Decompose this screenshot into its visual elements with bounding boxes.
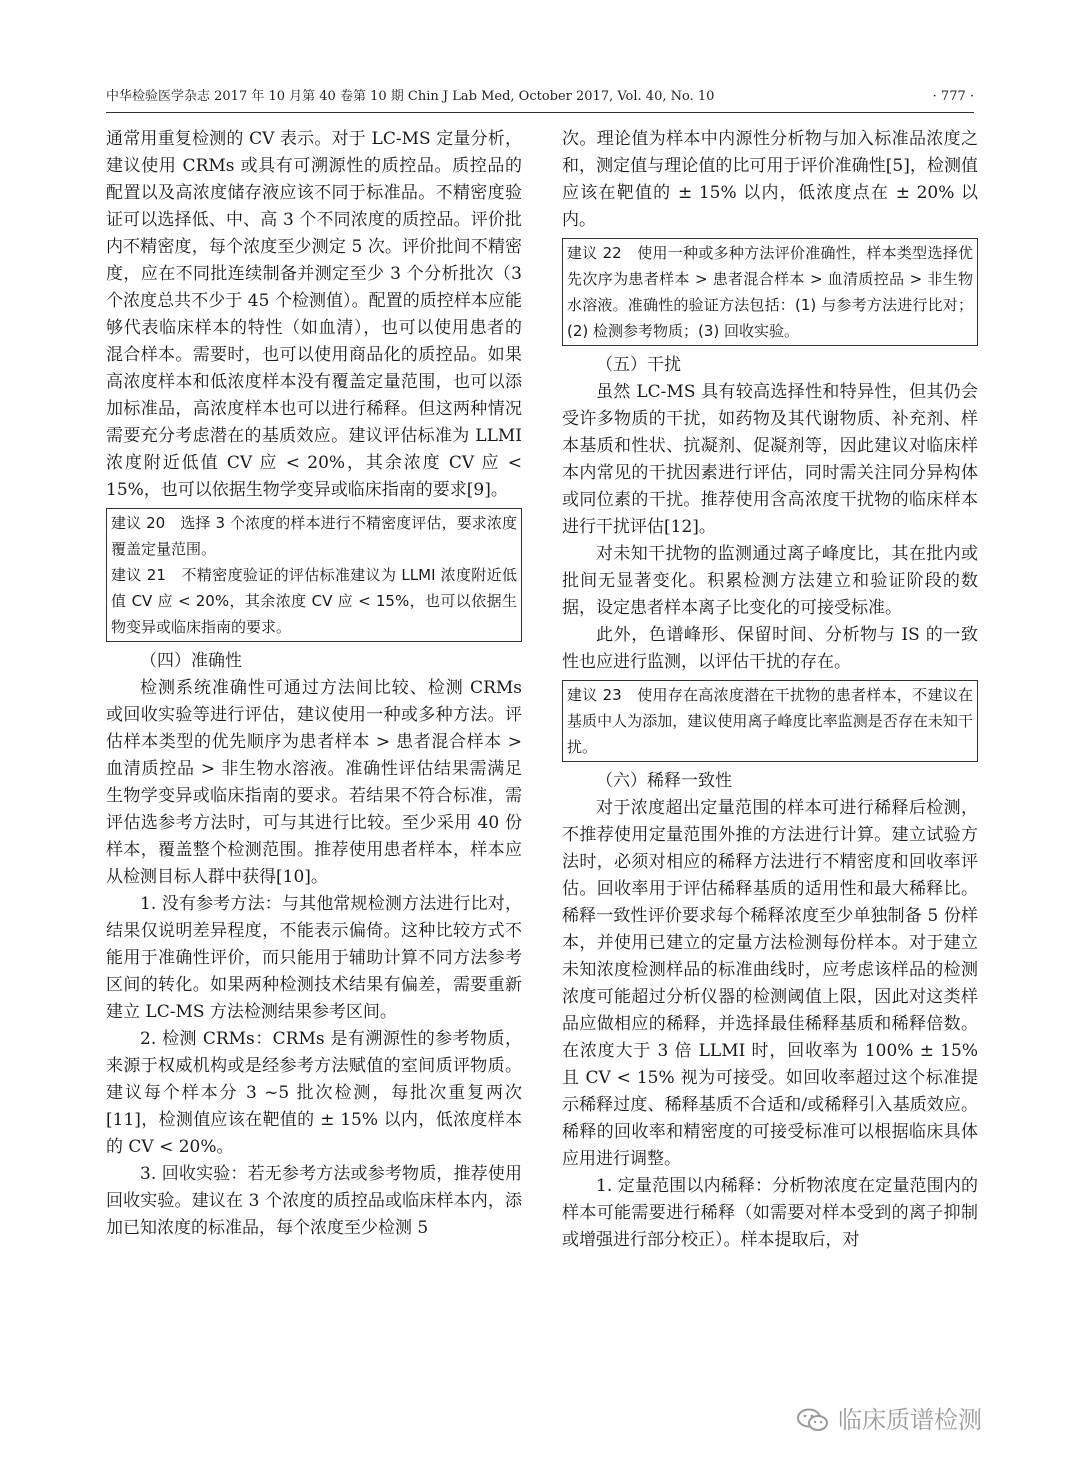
running-header bbox=[106, 84, 974, 110]
paragraph-peak-shape: 此外，色谱峰形、保留时间、分析物与 IS 的一致性也应进行监测，以评估干扰的存在。 bbox=[562, 625, 978, 672]
left-column bbox=[106, 126, 522, 1242]
recommendation-20: 建议 20 选择 3 个浓度的样本进行不精密度评估，要求浓度覆盖定量范围。 bbox=[111, 514, 517, 558]
paragraph-recovery-cont: 次。理论值为样本中内源性分析物与加入标准品浓度之和，测定值与理论值的比可用于评价准确性[5]，检测值应该在靶值的 ± 15% 以内，低浓度点在 ± 20% 以内。 bbox=[562, 129, 978, 230]
recommendation-box-23 bbox=[562, 680, 978, 762]
header-rule bbox=[106, 112, 974, 113]
paragraph-ion-ratio: 对未知干扰物的监测通过离子峰度比，其在批内或批间无显著变化。积累检测方法建立和验证阶段的数据，设定患者样本离子比变化的可接受标准。 bbox=[562, 544, 978, 618]
paragraph-accuracy: 检测系统准确性可通过方法间比较、检测 CRMs 或回收实验等进行评估，建议使用一种或多种方法。评估样本类型的优先顺序为患者样本 > 患者混合样本 > 血清质控品 > 非生物水溶液。准确性评估结果需满足生物学变异或临床指南的要求。若结果不符合标准，需评估选参考方法时，可与其进行比较。至少采用 40 份样本，覆盖整个检测范围。推荐使用患者样本，样本应从检测目标人群中获得[10]。 bbox=[106, 678, 522, 887]
recommendation-box-20-21 bbox=[106, 508, 522, 642]
page-number: · 777 · bbox=[932, 89, 974, 104]
paragraph-interference: 虽然 LC-MS 具有较高选择性和特异性，但其仍会受许多物质的干扰，如药物及其代谢物质、补充剂、样本基质和性状、抗凝剂、促凝剂等，因此建议对临床样本内常见的干扰因素进行评估，同时需关注同分异构体或同位素的干扰。推荐使用含高浓度干扰物的临床样本进行干扰评估[12]。 bbox=[562, 382, 978, 537]
paragraph-precision: 通常用重复检测的 CV 表示。对于 LC-MS 定量分析，建议使用 CRMs 或具有可溯源性的质控品。质控品的配置以及高浓度储存液应该不同于标准品。不精密度验证可以选择低、中、高 3 个不同浓度的质控品。评价批内不精密度，每个浓度至少测定 5 次。评价批间不精密度，应在不同批连续制备并测定至少 3 个分析批次（3 个浓度总共不少于 45 个检测值）。配置的质控样本应能够代表临床样本的特性（如血清），也可以使用患者的混合样本。需要时，也可以使用商品化的质控品。如果高浓度样本和低浓度样本没有覆盖定量范围，也可以添加标准品，高浓度样本也可以进行稀释。但这两种情况需要充分考虑潜在的基质效应。建议评估标准为 LLMI 浓度附近低值 CV 应 < 20%，其余浓度 CV 应 < 15%，也可以依据生物学变异或临床指南的要求[9]。 bbox=[106, 129, 522, 500]
right-column bbox=[562, 126, 978, 1254]
section-heading-interference: （五）干扰 bbox=[596, 355, 681, 375]
section-heading-accuracy: （四）准确性 bbox=[140, 651, 242, 671]
paragraph-recovery: 3. 回收实验：若无参考方法或参考物质，推荐使用回收实验。建议在 3 个浓度的质控品或临床样本内，添加已知浓度的标准品，每个浓度至少检测 5 bbox=[106, 1164, 522, 1238]
watermark-text: 临床质谱检测 bbox=[838, 1406, 982, 1434]
recommendation-22: 建议 22 使用一种或多种方法评价准确性，样本类型选择优先次序为患者样本 > 患者混合样本 > 血清质控品 > 非生物水溶液。准确性的验证方法包括：(1) 与参考方法进行比对；(2) 检测参考物质；(3) 回收实验。 bbox=[567, 244, 973, 340]
recommendation-box-22 bbox=[562, 238, 978, 346]
recommendation-23: 建议 23 使用存在高浓度潜在干扰物的患者样本，不建议在基质中人为添加，建议使用离子峰度比率监测是否存在未知干扰。 bbox=[567, 686, 973, 756]
paragraph-dilution: 对于浓度超出定量范围的样本可进行稀释后检测，不推荐使用定量范围外推的方法进行计算。建立试验方法时，必须对相应的稀释方法进行不精密度和回收率评估。回收率用于评估稀释基质的适用性和最大稀释比。稀释一致性评价要求每个稀释浓度至少单独制备 5 份样本，并使用已建立的定量方法检测每份样本。对于建立未知浓度检测样品的标准曲线时，应考虑该样品的检测浓度可能超过分析仪器的检测阈值上限，因此对这类样品应做相应的稀释，并选择最佳稀释基质和稀释倍数。在浓度大于 3 倍 LLMI 时，回收率为 100% ± 15% 且 CV < 15% 视为可接受。如回收率超过这个标准提示稀释过度、稀释基质不合适和/或稀释引入基质效应。稀释的回收率和精密度的可接受标准可以根据临床具体应用进行调整。 bbox=[562, 798, 978, 1169]
journal-citation: 中华检验医学杂志 2017 年 10 月第 40 卷第 10 期 Chin J Lab Med, October 2017, Vol. 40, No. 10 bbox=[106, 89, 715, 104]
paragraph-in-range-dilution: 1. 定量范围以内稀释：分析物浓度在定量范围内的样本可能需要进行稀释（如需要对样本受到的离子抑制或增强进行部分校正）。样本提取后，对 bbox=[562, 1176, 978, 1250]
wechat-watermark bbox=[796, 1400, 1046, 1440]
paragraph-no-reference-method: 1. 没有参考方法：与其他常规检测方法进行比对，结果仅说明差异程度，不能表示偏倚。这种比较方式不能用于准确性评价，而只能用于辅助计算不同方法参考区间的转化。如果两种检测技术结果有偏差，需要重新建立 LC-MS 方法检测结果参考区间。 bbox=[106, 894, 522, 1022]
section-heading-dilution: （六）稀释一致性 bbox=[596, 771, 732, 791]
wechat-icon bbox=[796, 1408, 830, 1432]
recommendation-21: 建议 21 不精密度验证的评估标准建议为 LLMI 浓度附近低值 CV 应 < 20%，其余浓度 CV 应 < 15%，也可以依据生物变异或临床指南的要求。 bbox=[111, 566, 517, 636]
paragraph-crms: 2. 检测 CRMs：CRMs 是有溯源性的参考物质，来源于权威机构或是经参考方法赋值的室间质评物质。建议每个样本分 3 ~5 批次检测，每批次重复两次[11]，检测值应该在靶值的 ± 15% 以内，低浓度样本的 CV < 20%。 bbox=[106, 1029, 522, 1157]
